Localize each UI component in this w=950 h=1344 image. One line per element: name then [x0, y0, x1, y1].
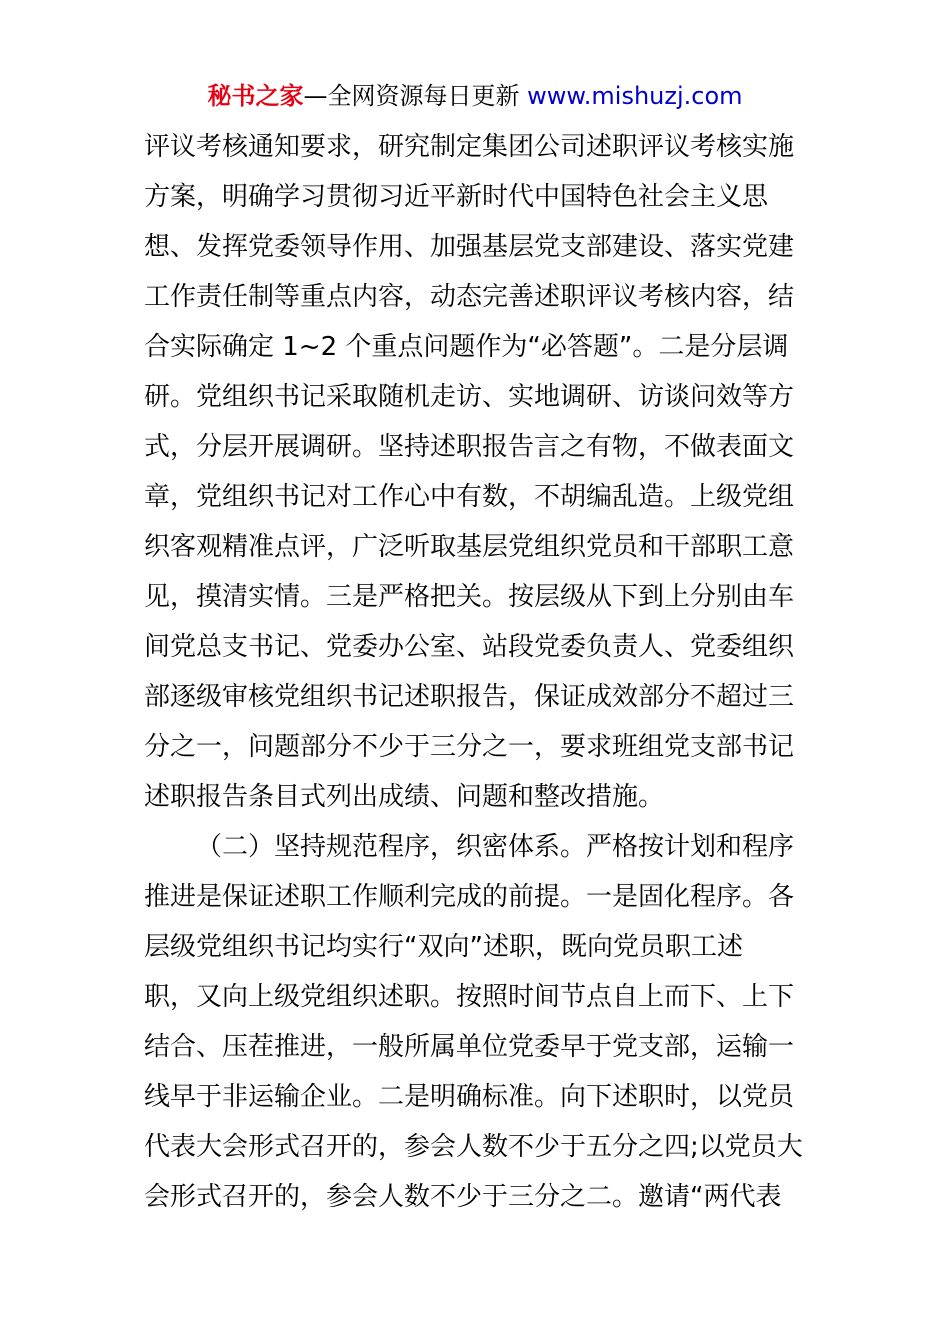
body-line: 层级党组织书记均实行“双向”述职，既向党员职工述 — [144, 932, 743, 962]
site-header — [0, 80, 950, 112]
body-line: 推进是保证述职工作顺利完成的前提。一是固化程序。各 — [144, 882, 795, 912]
body-line: 评议考核通知要求，研究制定集团公司述职评议考核实施 — [144, 132, 795, 162]
body-line: 织客观精准点评，广泛听取基层党组织党员和干部职工意 — [144, 532, 795, 562]
body-line: 间党总支书记、党委办公室、站段党委负责人、党委组织 — [144, 632, 795, 662]
body-line: 代表大会形式召开的，参会人数不少于五分之四;以党员大 — [144, 1132, 803, 1162]
body-line: 见，摸清实情。三是严格把关。按层级从下到上分别由车 — [144, 582, 795, 612]
body-line: 分之一，问题部分不少于三分之一，要求班组党支部书记 — [144, 732, 795, 762]
body-line: 合实际确定 1~2 个重点问题作为“必答题”。二是分层调 — [144, 332, 789, 362]
body-line: 会形式召开的，参会人数不少于三分之二。邀请“两代表 — [144, 1182, 782, 1212]
body-line: 部逐级审核党组织书记述职报告，保证成效部分不超过三 — [144, 682, 795, 712]
body-line: 述职报告条目式列出成绩、问题和整改措施。 — [144, 782, 665, 812]
site-tagline: —全网资源每日更新 — [303, 82, 520, 110]
body-line: 线早于非运输企业。二是明确标准。向下述职时，以党员 — [144, 1082, 795, 1112]
body-line: 方案，明确学习贯彻习近平新时代中国特色社会主义思 — [144, 182, 769, 212]
document-body — [144, 122, 810, 1222]
body-line: 章，党组织书记对工作心中有数，不胡编乱造。上级党组 — [144, 482, 795, 512]
body-line: 研。党组织书记采取随机走访、实地调研、访谈问效等方 — [144, 382, 795, 412]
body-line: 工作责任制等重点内容，动态完善述职评议考核内容，结 — [144, 282, 795, 312]
body-line: 职，又向上级党组织述职。按照时间节点自上而下、上下 — [144, 982, 795, 1012]
site-brand: 秘书之家 — [207, 82, 304, 110]
site-url-link[interactable]: www.mishuzj.com — [527, 82, 743, 110]
body-line: 式，分层开展调研。坚持述职报告言之有物，不做表面文 — [144, 432, 795, 462]
body-line: 结合、压茬推进，一般所属单位党委早于党支部，运输一 — [144, 1032, 795, 1062]
section-heading-line: （二）坚持规范程序，织密体系。严格按计划和程序 — [196, 832, 795, 862]
body-line: 想、发挥党委领导作用、加强基层党支部建设、落实党建 — [144, 232, 795, 262]
